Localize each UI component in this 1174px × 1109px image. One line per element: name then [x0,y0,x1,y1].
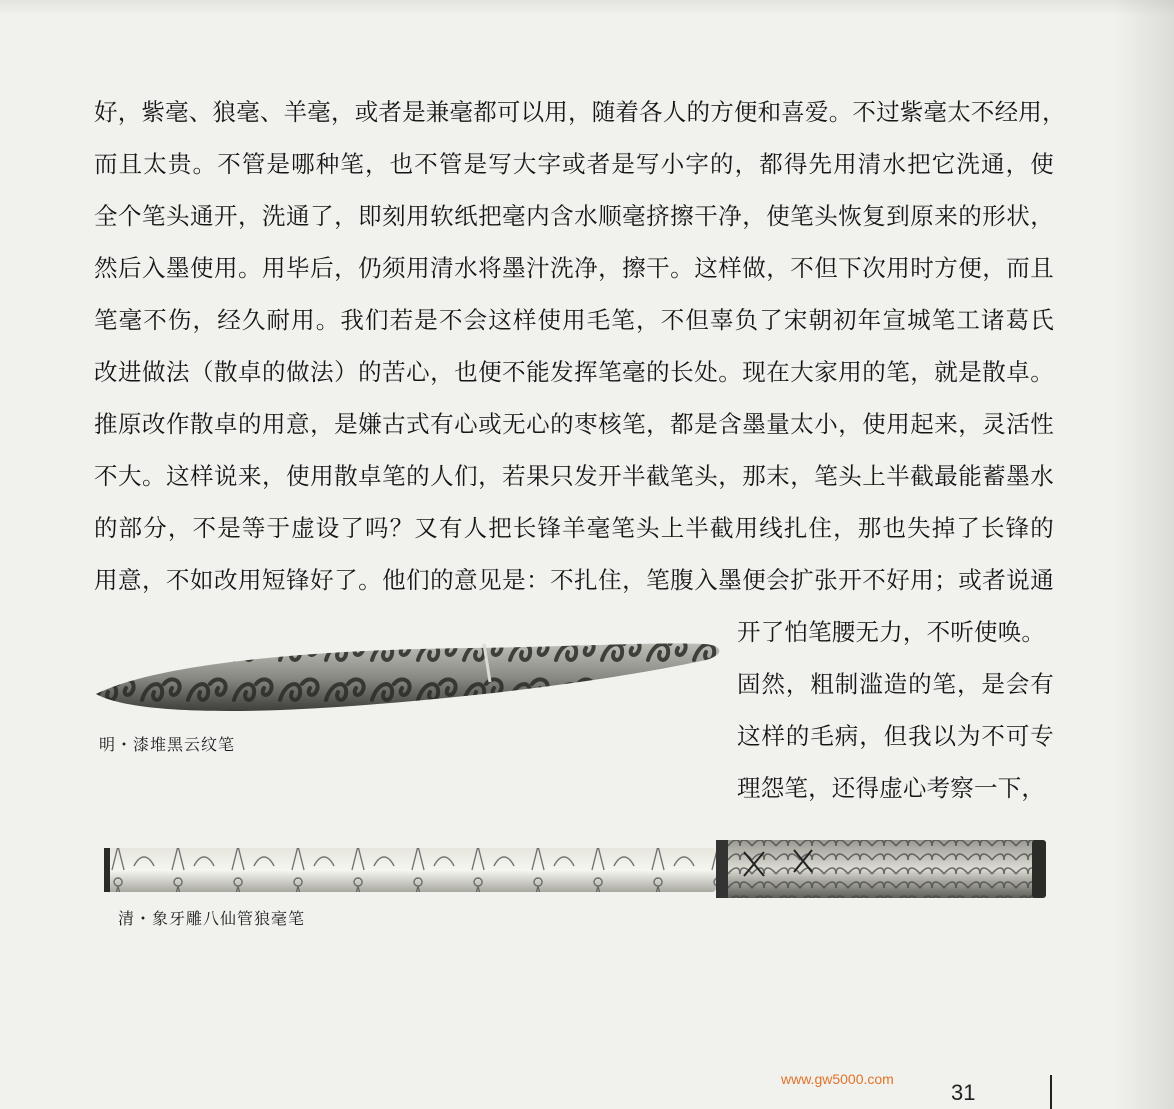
side-line-1: 开了怕笔腰无力，不听使唤。 [737,618,1046,646]
body-line-5: 笔毫不伤，经久耐用。我们若是不会这样使用毛笔，不但辜负了宋朝初年宣城笔工诸葛氏 [94,306,1054,334]
figure-caption-ivory-brush: 清・象牙雕八仙管狼毫笔 [118,909,306,928]
body-line-9: 的部分，不是等于虚设了吗？又有人把长锋羊毫笔头上半截用线扎住，那也失掉了长锋的 [94,514,1054,542]
side-line-2: 固然，粗制滥造的笔，是会有 [737,670,1054,698]
body-line-4: 然后入墨使用。用毕后，仍须用清水将墨汁洗净，擦干。这样做，不但下次用时方便，而且 [94,254,1054,282]
body-line-1: 好，紫毫、狼毫、羊毫，或者是兼毫都可以用，随着各人的方便和喜爱。不过紫毫太不经用， [94,98,1066,126]
ivory-brush-image [104,836,1050,900]
figure-caption-lacquer-brush: 明・漆堆黑云纹笔 [99,735,236,754]
page-top-edge [0,0,1174,16]
body-line-7: 推原改作散卓的用意，是嫌古式有心或无心的枣核笔，都是含墨量太小，使用起来，灵活性 [94,410,1054,438]
side-line-4: 理怨笔，还得虚心考察一下， [737,774,1046,802]
lacquer-brush-image [92,632,732,722]
body-line-10: 用意，不如改用短锋好了。他们的意见是：不扎住，笔腹入墨便会扩张开不好用；或者说通 [94,566,1054,594]
watermark-url: www.gw5000.com [781,1071,894,1087]
gutter-divider [1050,1075,1052,1109]
side-line-3: 这样的毛病，但我以为不可专 [737,722,1054,750]
page-number: 31 [951,1080,976,1105]
page-right-shadow [1114,0,1174,1109]
body-line-2: 而且太贵。不管是哪种笔，也不管是写大字或者是写小字的，都得先用清水把它洗通，使 [94,150,1054,178]
body-line-8: 不大。这样说来，使用散卓笔的人们，若果只发开半截笔头，那末，笔头上半截最能蓄墨水 [94,462,1054,490]
body-line-3: 全个笔头通开，洗通了，即刻用软纸把毫内含水顺毫挤擦干净，使笔头恢复到原来的形状， [94,202,1054,230]
body-line-6: 改进做法（散卓的做法）的苦心，也便不能发挥笔毫的长处。现在大家用的笔，就是散卓。 [94,358,1054,386]
